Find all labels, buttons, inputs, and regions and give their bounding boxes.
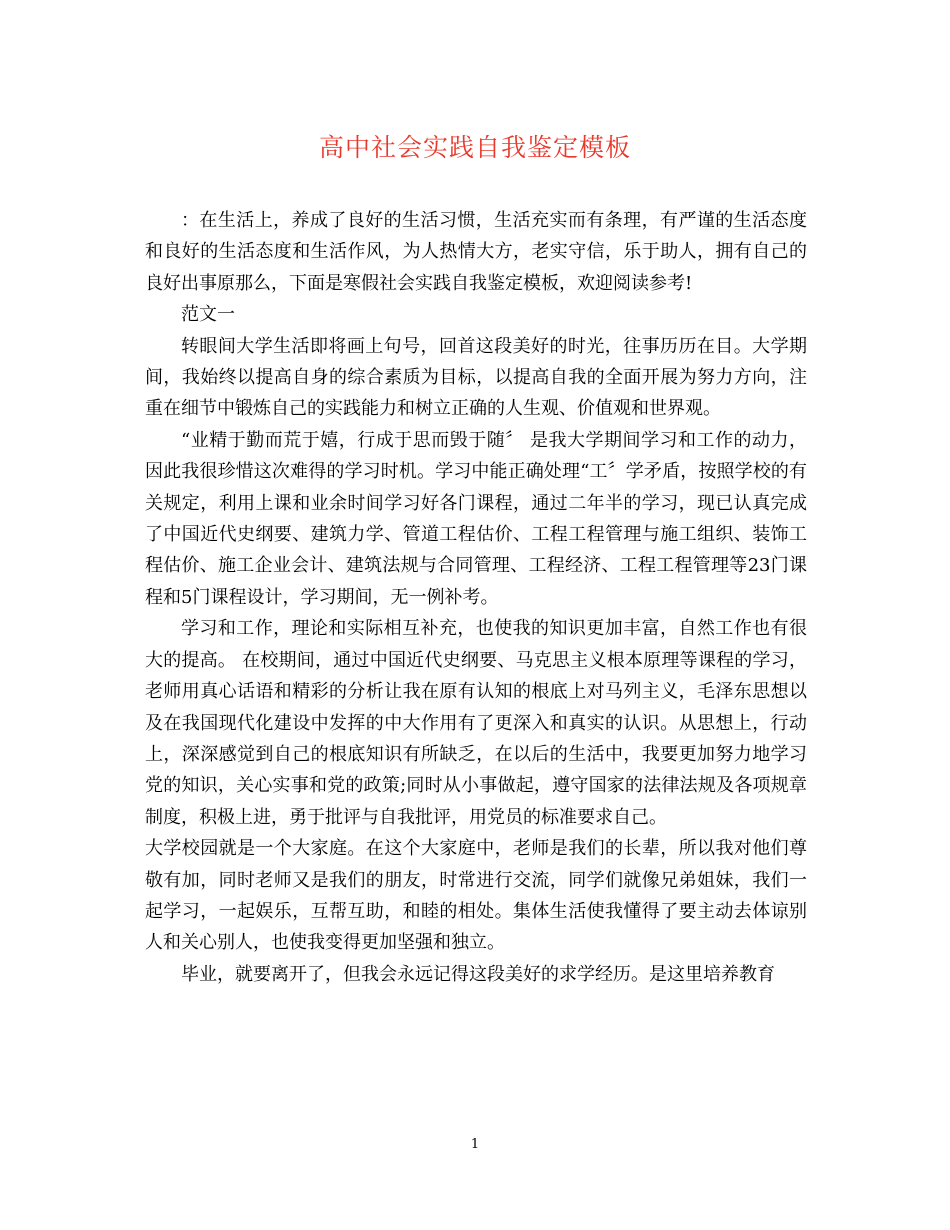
section-heading: 范文一 xyxy=(181,304,235,326)
body-paragraph: 毕业，就要离开了，但我会永远记得这段美好的求学经历。是这里培养教育 xyxy=(181,963,775,985)
intro-paragraph: ：在生活上，养成了良好的生活习惯，生活充实而有条理，有严谨的生活态度和良好的生活态度和生活作风，为人热情大方，老实守信，乐于助人，拥有自己的良好出事原那么，下面是寒假社会实践自我鉴定模板，欢迎阅读参考! xyxy=(145,210,807,294)
body-paragraph: 转眼间大学生活即将画上句号，回首这段美好的时光，往事历历在目。大学期间，我始终以提高自身的综合素质为目标，以提高自我的全面开展为努力方向，注重在细节中锻炼自己的实践能力和树立正确的人生观、价值观和世界观。 xyxy=(145,335,807,420)
body-paragraph: “业精于勤而荒于嬉，行成于思而毁于随〞 是我大学期间学习和工作的动力，因此我很珍惜这次难得的学习时机。学习中能正确处理“工〞学矛盾，按照学校的有关规定，利用上课和业余时间学习好各门课程，通过二年半的学习，现已认真完成了中国近代史纲要、建筑力学、管道工程估价、工程工程管理与施工组织、装饰工程估价、施工企业会计、建筑法规与合同管理、工程经济、工程工程管理等23门课程和5门课程设计，学习期间，无一例补考。 xyxy=(145,429,807,608)
document-body xyxy=(145,205,807,990)
document-title: 高中社会实践自我鉴定模板 xyxy=(318,133,631,162)
page-number: 1 xyxy=(470,1137,480,1152)
body-paragraph: 大学校园就是一个大家庭。在这个大家庭中，老师是我们的长辈，所以我对他们尊敬有加，同时老师又是我们的朋友，时常进行交流，同学们就像兄弟姐妹，我们一起学习，一起娱乐，互帮互助，和睦的相处。集体生活使我懂得了要主动去体谅别人和关心别人，也使我变得更加坚强和独立。 xyxy=(145,838,807,954)
body-paragraph: 学习和工作，理论和实际相互补充，也使我的知识更加丰富，自然工作也有很大的提高。 在校期间，通过中国近代史纲要、马克思主义根本原理等课程的学习，老师用真心话语和精彩的分析让我在原有认知的根底上对马列主义，毛泽东思想以及在我国现代化建设中发挥的中大作用有了更深入和真实的认识。从思想上，行动上，深深感觉到自己的根底知识有所缺乏，在以后的生活中，我要更加努力地学习党的知识，关心实事和党的政策;同时从小事做起，遵守国家的法律法规及各项规章制度，积极上进，勇于批评与自我批评，用党员的标准要求自己。 xyxy=(145,618,807,828)
